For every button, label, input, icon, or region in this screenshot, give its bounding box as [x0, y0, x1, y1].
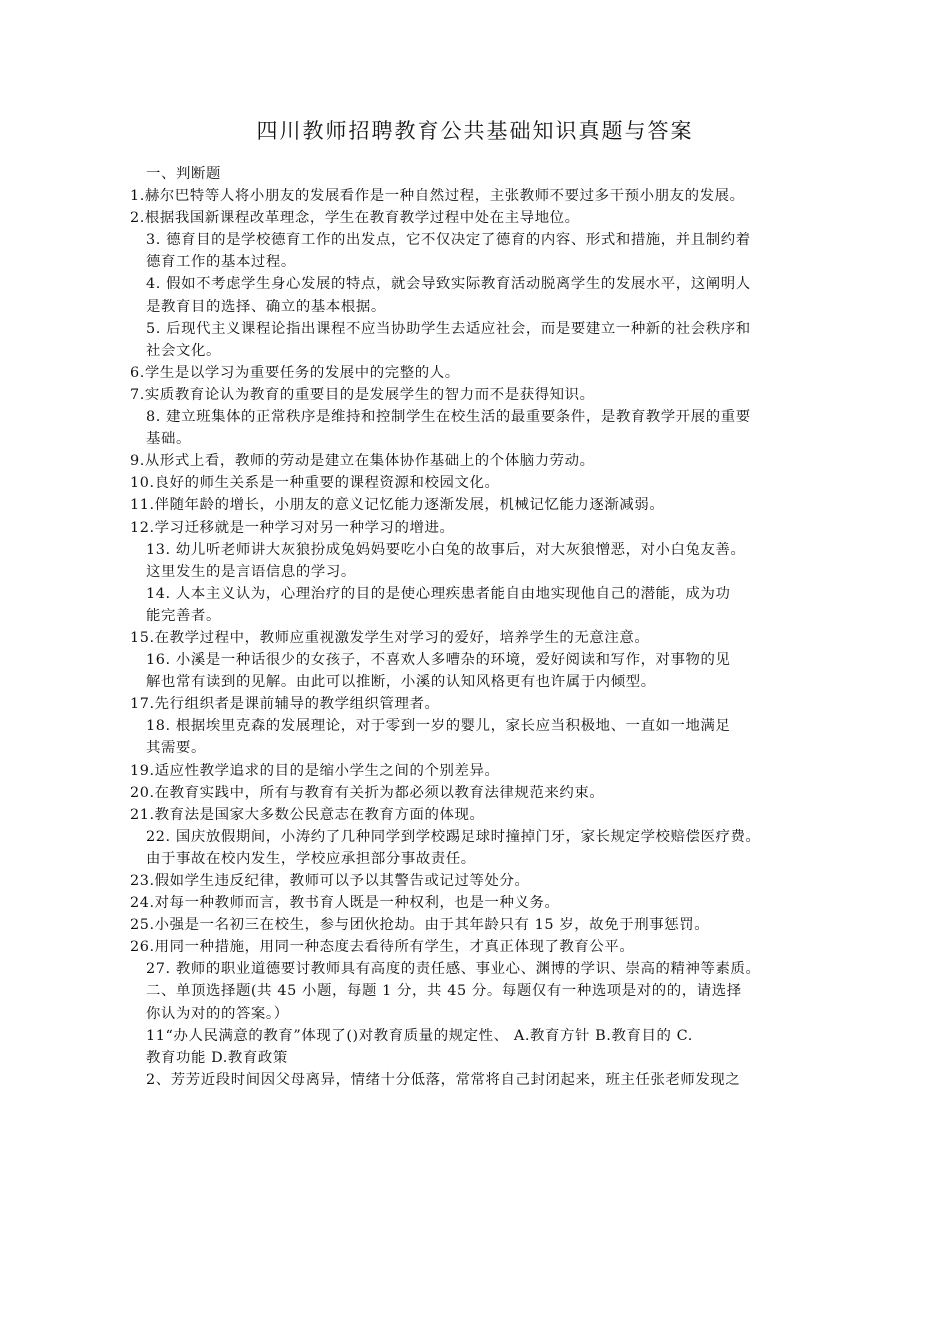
text-line: 13. 幼儿听老师讲大灰狼扮成兔妈妈要吃小白兔的故事后，对大灰狼憎恶，对小白兔友善。: [146, 541, 746, 558]
text-line: 2.根据我国新课程改革理念，学生在教育教学过程中处在主导地位。: [130, 210, 580, 227]
section-heading: 一、判断题: [146, 166, 221, 182]
text-line: 20.在教育实践中，所有与教育有关折为都必须以教育法律规范来约束。: [130, 784, 605, 801]
text-line: 25.小强是一名初三在校生，参与团伙抢劫。由于其年龄只有 15 岁，故免于刑事惩罚。: [130, 917, 710, 934]
text-line: 11.伴随年龄的增长，小朋友的意义记忆能力逐渐发展，机械记忆能力逐渐减弱。: [130, 497, 665, 514]
text-line: 4. 假如不考虑学生身心发展的特点，就会导致实际教育活动脱离学生的发展水平，这阐明人: [146, 276, 751, 293]
text-line: 能完善者。: [146, 607, 221, 624]
text-line: 18. 根据埃里克森的发展理论，对于零到一岁的婴儿，家长应当积极地、一直如一地满足: [146, 718, 731, 735]
text-line: 16. 小溪是一种话很少的女孩子，不喜欢人多嘈杂的环境，爱好阅读和写作，对事物的见: [146, 652, 731, 669]
text-line: 由于事故在校内发生，学校应承担部分事故责任。: [146, 850, 476, 867]
text-line: 3. 德育目的是学校德育工作的出发点，它不仅决定了德育的内容、形式和措施，并且制约着: [146, 232, 751, 249]
text-line: 社会文化。: [146, 342, 221, 359]
text-line: 15.在教学过程中，教师应重视激发学生对学习的爱好，培养学生的无意注意。: [130, 629, 650, 646]
text-line: 19.适应性教学追求的目的是缩小学生之间的个别差异。: [130, 762, 500, 779]
text-line: 9.从形式上看，教师的劳动是建立在集体协作基础上的个体脑力劳动。: [130, 453, 595, 470]
text-line: 8. 建立班集体的正常秩序是维持和控制学生在校生活的最重要条件，是教育教学开展的重要: [146, 409, 751, 426]
text-line: 21.教育法是国家大多数公民意志在教育方面的体现。: [130, 806, 485, 823]
text-line: 22. 国庆放假期间，小涛约了几种同学到学校踢足球时撞掉门牙，家长规定学校赔偿医疗费。: [146, 828, 761, 845]
text-line: 7.实质教育论认为教育的重要目的是发展学生的智力而不是获得知识。: [130, 386, 595, 403]
text-line: 12.学习迁移就是一种学习对另一种学习的增进。: [130, 519, 455, 536]
text-line: 23.假如学生违反纪律，教师可以予以其警告或记过等处分。: [130, 873, 530, 889]
text-line: 是教育目的选择、确立的基本根据。: [146, 298, 386, 315]
text-line: 2、芳芳近段时间因父母离异，情绪十分低落，常常将自己封闭起来，班主任张老师发现之: [146, 1071, 741, 1088]
text-line: 11“办人民满意的教育”体现了()对教育质量的规定性、 A.教育方针 B.教育目的 C.: [146, 1027, 693, 1044]
text-line: 27. 教师的职业道德要讨教师具有高度的责任感、事业心、渊博的学识、崇高的精神等素质。: [146, 961, 761, 978]
text-line: 14. 人本主义认为，心理治疗的目的是使心理疾患者能自由地实现他自己的潜能，成为功: [146, 585, 731, 602]
section-heading: 你认为对的的答案。）: [146, 1005, 289, 1022]
text-line: 26.用同一种措施，用同一种态度去看待所有学生，才真正体现了教育公平。: [130, 939, 635, 956]
text-line: 基础。: [146, 431, 191, 448]
text-line: 24.对每一种教师而言，教书育人既是一种权利，也是一种义务。: [130, 895, 560, 912]
text-line: 教育功能 D.教育政策: [146, 1049, 288, 1066]
section-heading: 二、单顶选择题(共 45 小题，每题 1 分，共 45 分。每题仅有一种选项是对的的，请选择: [146, 983, 742, 1000]
document-body: [0, 163, 950, 1091]
document-title: 四川教师招聘教育公共基础知识真题与答案: [256, 119, 694, 143]
text-line: 解也常有读到的见解。由此可以推断，小溪的认知风格更有也许属于内倾型。: [146, 674, 656, 691]
text-line: 6.学生是以学习为重要任务的发展中的完整的人。: [130, 364, 460, 381]
text-line: 10.良好的师生关系是一种重要的课程资源和校园文化。: [130, 475, 500, 492]
text-line: 其需要。: [146, 740, 206, 757]
text-line: 1.赫尔巴特等人将小朋友的发展看作是一种自然过程，主张教师不要过多干预小朋友的发展。: [130, 188, 745, 205]
text-line: 德育工作的基本过程。: [146, 254, 296, 271]
text-line: 这里发生的是言语信息的学习。: [146, 563, 356, 580]
text-line: 5. 后现代主义课程论指出课程不应当协助学生去适应社会，而是要建立一种新的社会秩序和: [146, 320, 751, 337]
text-line: 17.先行组织者是课前辅导的教学组织管理者。: [130, 696, 440, 713]
